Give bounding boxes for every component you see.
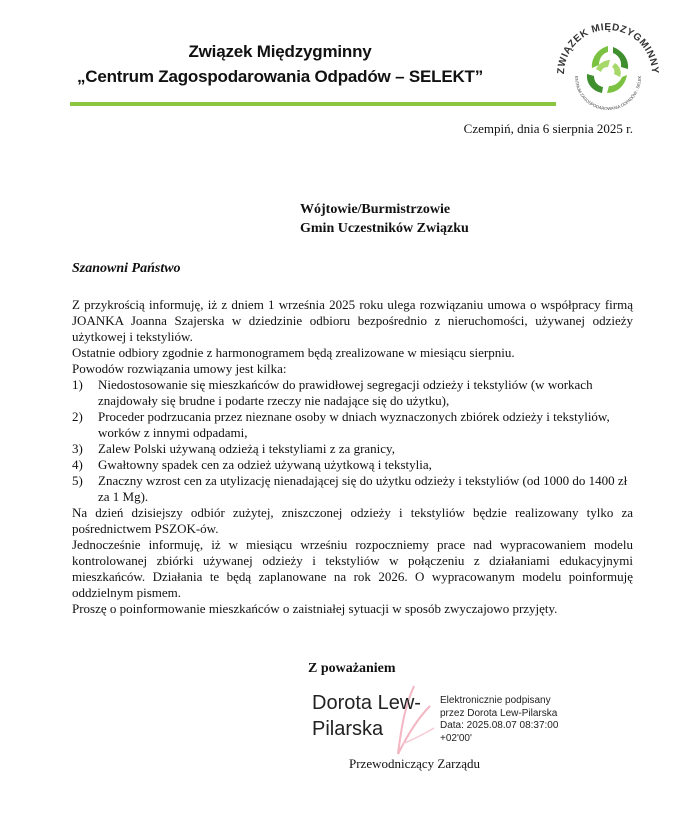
paragraph-last-pickups: Ostatnie odbiory zgodnie z harmonogramem będą zrealizowane w miesiącu sierpniu. xyxy=(72,345,515,360)
salutation: Szanowni Państwo xyxy=(72,261,181,276)
svg-text:"CENTRUM ZAGOSPODAROWANIA ODPA: ENTRUM ZAGOSPODAROWANIA ODPADÓW - SELEK xyxy=(573,75,643,112)
list-item: 2) Proceder podrzucania przez nieznane osoby w dniach wyznaczonych zbiórek odzieży i tekstyliów, worków z innymi odpadami, xyxy=(72,409,610,440)
addressee xyxy=(300,200,469,238)
addressee-line2: Gmin Uczestników Związku xyxy=(300,221,469,236)
list-item: 3) Zalew Polski używaną odzieżą i tekstyliami z za granicy, xyxy=(72,441,395,456)
signer-name: Dorota Lew- Pilarska xyxy=(312,692,421,740)
org-name-line1: Związek Międzygminny xyxy=(188,42,372,61)
e-signature-details: Elektronicznie podpisany przez Dorota Lew-Pilarska Data: 2025.08.07 08:37:00 +02'00' xyxy=(440,695,559,744)
paragraph-new-model: Jednocześnie informuję, iż w miesiącu wrześniu rozpoczniemy prace nad wypracowaniem modelu kontrolowanej zbiórki używanej odzieży i tekstyliów w połączeniu z działaniami edukacyjnymi mieszkańców. Działania te będą zaplanowane na rok 2026. O wypracowanym modelu poinformuję oddzielnym pismem. xyxy=(72,537,633,600)
paragraph-termination: Z przykrością informuję, iż z dniem 1 września 2025 roku ulega rozwiązaniu umowa o współpracy firmą JOANKA Joanna Szajerska w dziedzinie odbioru bezpośrednio z nieruchomości, używanej odzieży użytkowej i tekstyliów. xyxy=(72,297,633,344)
org-name-line2: „Centrum Zagospodarowania Odpadów – SELEKT” xyxy=(76,67,484,86)
addressee-line1: Wójtowie/Burmistrzowie xyxy=(300,202,451,217)
paragraph-reasons-intro: Powodów rozwiązania umowy jest kilka: xyxy=(72,361,287,376)
svg-text:ZWIĄZEK MIĘDZYGMINNY: ZWIĄZEK MIĘDZYGMINNY xyxy=(555,21,661,75)
paragraph-request: Proszę o poinformowanie mieszkańców o zaistniałej sytuacji w sposób zwyczajowo przyjęty. xyxy=(72,601,558,616)
list-item: 4) Gwałtowny spadek cen za odzież używaną użytkową i tekstylia, xyxy=(72,457,432,472)
letter-body xyxy=(72,297,633,617)
list-item: 1) Niedostosowanie się mieszkańców do prawidłowej segregacji odzieży i tekstyliów (w workach znajdowały się brudne i podarte rzeczy nie nadające się do użytku), xyxy=(72,377,593,408)
reasons-list xyxy=(72,377,633,505)
closing-phrase: Z poważaniem xyxy=(308,661,396,676)
organization-logo xyxy=(547,13,669,135)
list-item: 5) Znaczny wzrost cen za utylizację nienadającej się do użytku odzieży i tekstyliów (od 1000 do 1400 zł za 1 Mg). xyxy=(72,473,628,504)
header-divider xyxy=(70,102,556,106)
paragraph-pszok: Na dzień dzisiejszy odbiór zużytej, zniszczonej odzieży i tekstyliów będzie realizowany tylko za pośrednictwem PSZOK-ów. xyxy=(72,505,633,536)
place-and-date: Czempiń, dnia 6 sierpnia 2025 r. xyxy=(463,121,633,136)
signer-position: Przewodniczący Zarządu xyxy=(349,756,481,771)
